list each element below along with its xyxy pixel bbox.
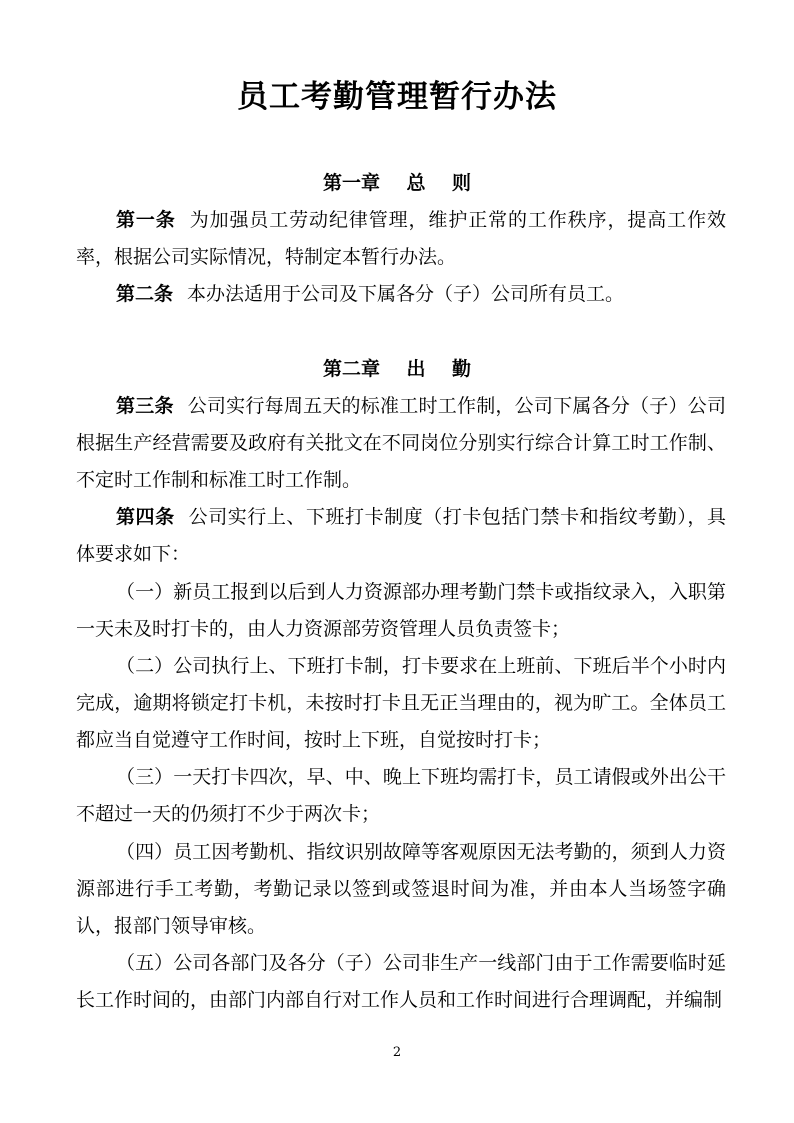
article-text: 公司实行上、下班打卡制度（打卡包括门禁卡和指纹考勤），具体要求如下： bbox=[76, 506, 726, 565]
list-item: （五）公司各部门及各分（子）公司非生产一线部门由于工作需要临时延长工作时间的，由部门内部自行对工作人员和工作时间进行合理调配，并编制 bbox=[76, 952, 726, 1011]
list-item: （二）公司执行上、下班打卡制，打卡要求在上班前、下班后半个小时内完成，逾期将锁定打卡机，未按时打卡且无正当理由的，视为旷工。全体员工都应当自觉遵守工作时间，按时上下班，自觉按时打卡； bbox=[76, 655, 726, 751]
chapter-2-heading: 第二章 出 勤 bbox=[323, 358, 471, 380]
article-label: 第一条 bbox=[116, 209, 176, 231]
article-text: 公司实行每周五天的标准工时工作制，公司下属各分（子）公司根据生产经营需要及政府有关批文在不同岗位分别实行综合计算工时工作制、不定时工作制和标准工时工作制。 bbox=[76, 395, 726, 491]
article-1 bbox=[76, 202, 726, 276]
article-2 bbox=[76, 276, 726, 313]
article-text: 为加强员工劳动纪律管理，维护正常的工作秩序，提高工作效率，根据公司实际情况，特制定本暂行办法。 bbox=[76, 209, 726, 268]
article-label: 第四条 bbox=[116, 506, 175, 528]
article-label: 第二条 bbox=[116, 283, 174, 305]
article-3 bbox=[76, 388, 726, 499]
article-4 bbox=[76, 499, 726, 573]
list-item: （一）新员工报到以后到人力资源部办理考勤门禁卡或指纹录入，入职第一天未及时打卡的，由人力资源部劳资管理人员负责签卡； bbox=[76, 581, 726, 640]
list-item: （三）一天打卡四次，早、中、晚上下班均需打卡，员工请假或外出公干不超过一天的仍须打不少于两次卡； bbox=[76, 766, 726, 825]
article-text: 本办法适用于公司及下属各分（子）公司所有员工。 bbox=[187, 283, 625, 305]
document-title: 员工考勤管理暂行办法 bbox=[237, 79, 557, 115]
article-label: 第三条 bbox=[116, 395, 174, 417]
page-number: 2 bbox=[392, 1045, 402, 1060]
chapter-1-heading: 第一章 总 则 bbox=[323, 172, 471, 194]
list-item: （四）员工因考勤机、指纹识别故障等客观原因无法考勤的，须到人力资源部进行手工考勤，考勤记录以签到或签退时间为准，并由本人当场签字确认，报部门领导审核。 bbox=[76, 841, 726, 937]
